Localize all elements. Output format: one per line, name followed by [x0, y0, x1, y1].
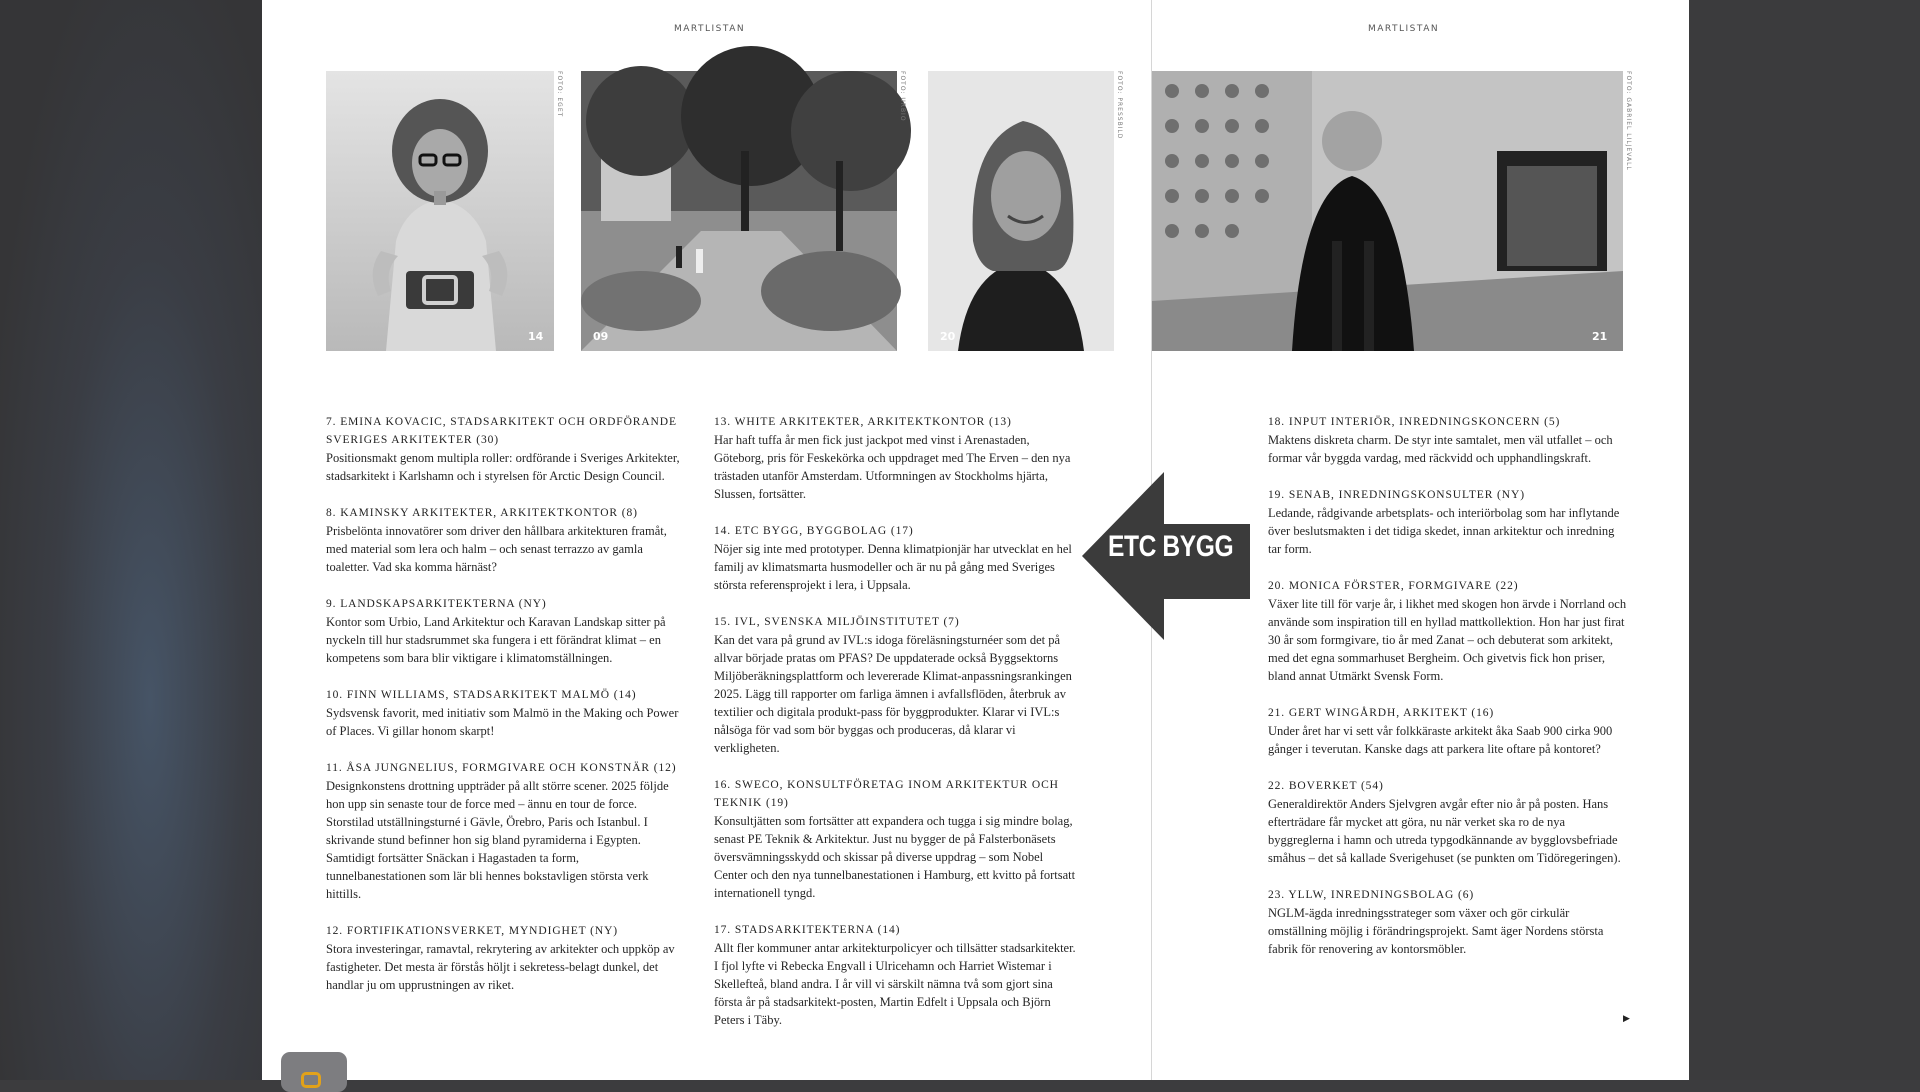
ranking-entry	[714, 413, 1079, 503]
article-column-2	[714, 413, 1079, 1048]
app-icon	[301, 1072, 321, 1088]
ranking-entry	[326, 413, 681, 485]
entry-heading: 18. INPUT INTERIÖR, INREDNINGSKONCERN (5)	[1268, 416, 1561, 428]
ranking-entry	[326, 504, 681, 576]
article-column-3	[1268, 413, 1628, 977]
portrait-woman-curly-hair-icon	[326, 71, 554, 351]
photo-emina-kovacic	[326, 71, 563, 351]
ranking-entry	[1268, 704, 1628, 758]
entry-body: Under året har vi sett vår folkkäraste arkitekt åka Saab 900 cirka 900 gånger i teverutan. Kanske dags att parkera lite oftare på kontoret?	[1268, 724, 1613, 756]
ranking-entry	[326, 595, 681, 667]
entry-heading: 20. MONICA FÖRSTER, FORMGIVARE (22)	[1268, 580, 1519, 592]
entry-heading: 7. EMINA KOVACIC, STADSARKITEKT OCH ORDFÖRANDE SVERIGES ARKITEKTER (30)	[326, 416, 677, 446]
entry-body: Generaldirektör Anders Sjelvgren avgår efter nio år på posten. Hans efterträdare får mycket att göra, nu när verket ska ro de nya byggreglerna i hamn och utreda typgodkännande av bygglovsbefriade småhus – det så kallade Sverigehuset (se punkten om Tidöregeringen).	[1268, 797, 1621, 865]
entry-body: Nöjer sig inte med prototyper. Denna klimatpionjär har utvecklat en hel familj av klimatsmarta husmodeller och är nu på gång med Sveriges största referensprojekt i lera, i Uppsala.	[714, 542, 1072, 592]
ranking-entry	[714, 921, 1079, 1029]
background-right	[1688, 0, 1920, 1080]
photo-credit: FOTO: EGET	[556, 71, 563, 118]
ranking-entry	[714, 522, 1079, 594]
entry-heading: 12. FORTIFIKATIONSVERKET, MYNDIGHET (NY)	[326, 925, 619, 937]
photo-credit: FOTO: URBIO	[899, 71, 906, 122]
entry-heading: 11. ÅSA JUNGNELIUS, FORMGIVARE OCH KONSTNÄR (12)	[326, 762, 677, 774]
entry-heading: 16. SWECO, KONSULTFÖRETAG INOM ARKITEKTUR OCH TEKNIK (19)	[714, 779, 1059, 809]
ranking-entry	[326, 922, 681, 994]
park-landscape-icon	[581, 71, 897, 351]
entry-body: Designkonstens drottning uppträder på allt större scener. 2025 följde hon upp sin senaste tour de force med – ännu en tour de force. Storstilad utställningsturné i Gävle, Örebro, Paris och Istanbul. I skrivande stund befinner hon sig bland pyramiderna i Egypten. Samtidigt fortsätter Snäckan i Hagastaden ta form, tunnelbanestationen som lär bli hennes bokstavligen största verk hittills.	[326, 779, 669, 901]
ranking-entry	[714, 613, 1079, 757]
entry-body: Allt fler kommuner antar arkitekturpolicyer och tillsätter stadsarkitekter. I fjol lyfte vi Rebecka Engvall i Ulricehamn och Harriet Wistemar i Skellefteå, bland andra. I år vill vi särskilt nämna två som gjort sina första år på stadsarkitekt-posten, Martin Edfelt i Uppsala och Björn Peters i Täby.	[714, 941, 1076, 1027]
ranking-entry	[326, 686, 681, 740]
entry-heading: 10. FINN WILLIAMS, STADSARKITEKT MALMÖ (14)	[326, 689, 637, 701]
entry-heading: 17. STADSARKITEKTERNA (14)	[714, 924, 901, 936]
annotation-label: ETC BYGG	[1108, 530, 1234, 563]
entry-body: NGLM-ägda inredningsstrateger som växer och gör cirkulär omställning möjlig i förändringsprojekt. Samt äger Nordens största fabrik för renovering av kontorsmöbler.	[1268, 906, 1604, 956]
entry-body: Positionsmakt genom multipla roller: ordförande i Sveriges Arkitekter, stadsarkitekt i Karlshamn och i styrelsen för Arctic Design Council.	[326, 451, 680, 483]
photo-number: 09	[593, 330, 609, 343]
ranking-entry	[714, 776, 1079, 902]
entry-body: Maktens diskreta charm. De styr inte samtalet, men väl utfallet – och formar vår byggda vardag, med räckvidd och upphandlingskraft.	[1268, 433, 1613, 465]
photo-gert-wingardh	[1152, 71, 1632, 351]
entry-body: Prisbelönta innovatörer som driver den hållbara arkitekturen framåt, med material som lera och halm – och senast terrazzo av gamla toaletter. Vad ska komma härnäst?	[326, 524, 667, 574]
photo-credit: FOTO: GABRIEL LILJEVALL	[1625, 71, 1632, 171]
entry-heading: 22. BOVERKET (54)	[1268, 780, 1384, 792]
continue-triangle-icon: ▶	[1623, 1014, 1630, 1024]
floating-toolbar-button[interactable]	[281, 1052, 347, 1092]
entry-body: Kan det vara på grund av IVL:s idoga föreläsningsturnéer som det på allvar började pratas om PFAS? De uppdaterade också Byggsektorns Miljöberäkningsplattform och levererade Klimat-anpassningsrankingen 2025. Lägg till rapporter om farliga ämnen i avfallsflöden, återbruk av textilier och digitala produkt-pass för byggprodukter. Klarar vi IVL:s nålsöga för vad som bör byggas och produceras, då klarar vi verkligheten.	[714, 633, 1072, 755]
article-column-1	[326, 413, 681, 1013]
photo-number: 14	[528, 330, 544, 343]
entry-heading: 19. SENAB, INREDNINGSKONSULTER (NY)	[1268, 489, 1525, 501]
entry-body: Ledande, rådgivande arbetsplats- och interiörbolag som har inflytande över beslutsmakten i det tidiga skedet, innan arkitektur och inredning tar form.	[1268, 506, 1620, 556]
entry-body: Har haft tuffa år men fick just jackpot med vinst i Arenastaden, Göteborg, pris för Feskekörka och uppdraget med The Erven – den nya trästaden utanför Amsterdam. Utformningen av Stockholms hjärta, Slussen, fortsätter.	[714, 433, 1071, 501]
entry-body: Sydsvensk favorit, med initiativ som Malmö in the Making och Power of Places. Vi gillar honom skarpt!	[326, 706, 679, 738]
background-left	[0, 0, 262, 1080]
entry-heading: 13. WHITE ARKITEKTER, ARKITEKTKONTOR (13)	[714, 416, 1012, 428]
photo-number: 20	[940, 330, 956, 343]
entry-body: Växer lite till för varje år, i likhet med skogen hon ärvde i Norrland och använde som inspiration till en hyllad mattkollektion. Hon har just firat 30 år som formgivare, tio år med Zanat – och debuterat som arkitekt, med det egna sommarhuset Bergheim. Och givetvis fick hon priser, bland annat Utmärkt Svensk Form.	[1268, 597, 1627, 683]
entry-heading: 8. KAMINSKY ARKITEKTER, ARKITEKTKONTOR (8)	[326, 507, 638, 519]
photo-credit: FOTO: PRESSBILD	[1116, 71, 1123, 140]
photo-monica-forster	[928, 71, 1123, 351]
entry-heading: 21. GERT WINGÅRDH, ARKITEKT (16)	[1268, 707, 1495, 719]
ranking-entry	[1268, 577, 1628, 685]
ranking-entry	[1268, 413, 1628, 467]
ranking-entry	[326, 759, 681, 903]
running-head-left: MARTLISTAN	[674, 24, 746, 34]
entry-heading: 9. LANDSKAPSARKITEKTERNA (NY)	[326, 598, 547, 610]
ranking-entry	[1268, 777, 1628, 867]
entry-heading: 23. YLLW, INREDNINGSBOLAG (6)	[1268, 889, 1475, 901]
entry-heading: 14. ETC BYGG, BYGGBOLAG (17)	[714, 525, 914, 537]
ranking-entry	[1268, 886, 1628, 958]
portrait-man-walking-icon	[1152, 71, 1623, 351]
photo-number: 21	[1592, 330, 1608, 343]
entry-body: Stora investeringar, ramavtal, rekrytering av arkitekter och uppköp av fastigheter. Det mesta är förstås höljt i sekretess-belagt dunkel, det handlar ju om upprustningen av riket.	[326, 942, 675, 992]
entry-body: Kontor som Urbio, Land Arkitektur och Karavan Landskap sitter på nyckeln till hur stadsrummet ska fungera i ett förändrat klimat – en kompetens som bara blir viktigare i klimatomställningen.	[326, 615, 666, 665]
entry-heading: 15. IVL, SVENSKA MILJÖINSTITUTET (7)	[714, 616, 960, 628]
portrait-woman-smiling-icon	[928, 71, 1114, 351]
entry-body: Konsultjätten som fortsätter att expandera och tugga i sig mindre bolag, senast PE Teknik & Arkitektur. Just nu bygger de på Falsterbonäsets översvämningsskydd och skissar på diverse uppdrag – som Nobel Center och den nya tunnelbanestationen i Hamburg, ett kvitto på fortsatt internationell tyngd.	[714, 814, 1076, 900]
running-head-right: MARTLISTAN	[1368, 24, 1440, 34]
photo-landscape-park	[581, 71, 906, 351]
ranking-entry	[1268, 486, 1628, 558]
